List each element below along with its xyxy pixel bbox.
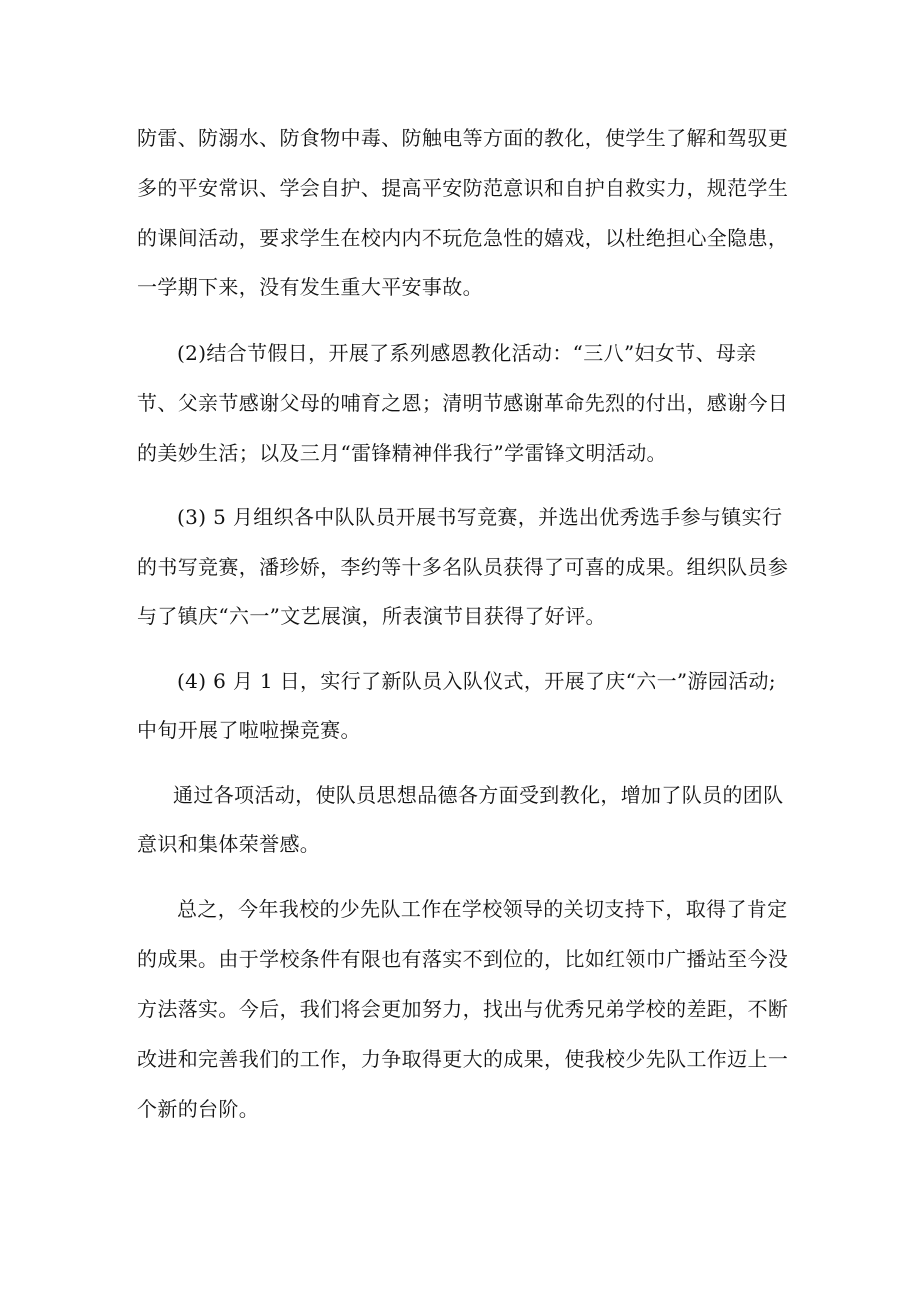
- paragraph-1-line-2: 多的平安常识、学会自护、提高平安防范意识和自护自救实力，规范学生: [137, 176, 789, 200]
- paragraph-4-line-2: 中旬开展了啦啦操竞赛。: [137, 718, 361, 742]
- paragraph-6-line-2: 的成果。由于学校条件有限也有落实不到位的，比如红领巾广播站至今没: [137, 947, 789, 971]
- paragraph-3-line-2: 的书写竞赛，潘珍娇，李约等十多名队员获得了可喜的成果。组织队员参: [137, 555, 789, 579]
- paragraph-6-line-3: 方法落实。今后，我们将会更加努力，找出与优秀兄弟学校的差距，不断: [137, 997, 789, 1021]
- paragraph-5-line-2: 意识和集体荣誉感。: [137, 832, 321, 856]
- paragraph-6-line-1: 总之，今年我校的少先队工作在学校领导的关切支持下，取得了肯定: [177, 897, 788, 921]
- paragraph-1-line-1: 防雷、防溺水、防食物中毒、防触电等方面的教化，使学生了解和驾驭更: [137, 126, 789, 150]
- paragraph-6-line-5: 个新的台阶。: [137, 1097, 260, 1121]
- paragraph-3-line-3: 与了镇庆“六一”文艺展演，所表演节目获得了好评。: [137, 604, 606, 628]
- paragraph-6-line-4: 改进和完善我们的工作，力争取得更大的成果，使我校少先队工作迈上一: [137, 1047, 789, 1071]
- paragraph-4-line-1: (4) 6 月 1 日，实行了新队员入队仪式，开展了庆“六一”游园活动;: [177, 669, 776, 693]
- paragraph-1-line-4: 一学期下来，没有发生重大平安事故。: [137, 275, 483, 299]
- paragraph-1-line-3: 的课间活动，要求学生在校内内不玩危急性的嬉戏，以杜绝担心全隐患，: [137, 226, 789, 250]
- paragraph-3-line-1: (3) 5 月组织各中队队员开展书写竞赛，并选出优秀选手参与镇实行: [177, 505, 783, 529]
- paragraph-2-line-2: 节、父亲节感谢父母的哺育之恩；清明节感谢革命先烈的付出，感谢今日: [137, 391, 789, 415]
- paragraph-2-line-1: (2)结合节假日，开展了系列感恩教化活动：“三八”妇女节、母亲: [177, 341, 757, 365]
- paragraph-2-line-3: 的美妙生活；以及三月“雷锋精神伴我行”学雷锋文明活动。: [137, 441, 667, 465]
- paragraph-5-line-1: 通过各项活动，使队员思想品德各方面受到教化，增加了队员的团队: [173, 783, 784, 807]
